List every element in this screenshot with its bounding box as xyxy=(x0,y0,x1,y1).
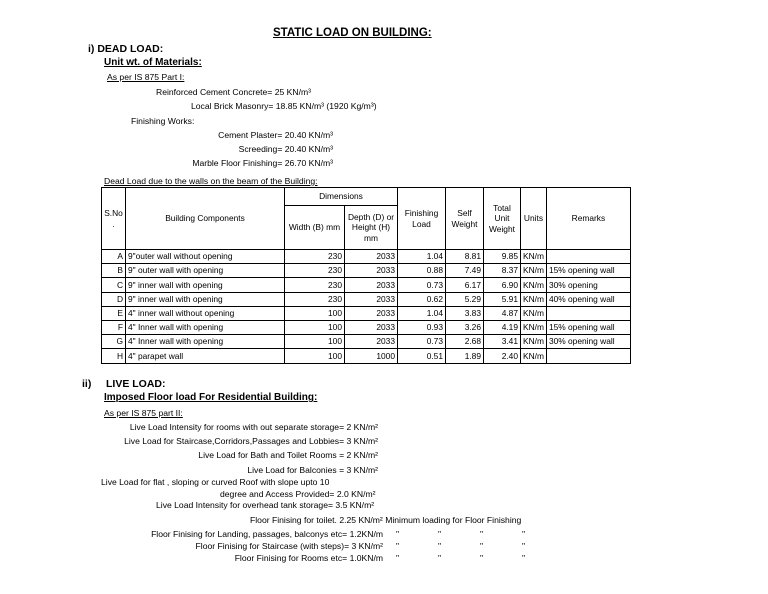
roof-load-line2: degree and Access Provided= 2.0 KN/m² xyxy=(220,489,376,499)
row-component: 4" Inner wall with opening xyxy=(126,320,285,334)
row-component: 9" outer wall with opening xyxy=(126,264,285,278)
row-self-weight: 8.81 xyxy=(446,250,484,264)
row-remarks: 30% opening xyxy=(546,278,630,292)
ditto-marks: " " " " xyxy=(396,541,526,551)
row-units: KN/m xyxy=(521,278,547,292)
row-width: 230 xyxy=(285,292,345,306)
floor-finish-landing: Floor Finising for Landing, passages, balconys etc= 1.2KN/m xyxy=(151,529,383,539)
row-units: KN/m xyxy=(521,306,547,320)
floor-finish-toilet: Floor Finising for toilet. 2.25 KN/m² Minimum loading for Floor Finishing xyxy=(250,515,522,525)
row-finishing: 0.51 xyxy=(398,349,446,363)
ditto-marks: " " " " xyxy=(396,529,526,539)
table-row xyxy=(102,349,631,363)
is875-part2-note: As per IS 875 part II: xyxy=(104,408,183,418)
table-row xyxy=(102,278,631,292)
header-sno: S.No . xyxy=(102,188,126,250)
row-finishing: 0.88 xyxy=(398,264,446,278)
row-sno: H xyxy=(102,349,126,363)
row-width: 100 xyxy=(285,320,345,334)
row-units: KN/m xyxy=(521,250,547,264)
row-depth: 2033 xyxy=(345,320,398,334)
row-width: 100 xyxy=(285,335,345,349)
row-depth: 2033 xyxy=(345,250,398,264)
finishing-screeding xyxy=(150,144,333,154)
row-total: 2.40 xyxy=(484,349,521,363)
row-total: 6.90 xyxy=(484,278,521,292)
row-sno: E xyxy=(102,306,126,320)
finishing-value: 20.40 KN/m³ xyxy=(284,144,333,154)
finishing-label: Cement Plaster= xyxy=(218,130,283,140)
floor-finish-staircase: Floor Finising for Staircase (with steps)= 3 KN/m² xyxy=(195,541,383,551)
row-remarks xyxy=(546,306,630,320)
dead-load-heading: i) DEAD LOAD: xyxy=(88,43,164,55)
row-width: 230 xyxy=(285,278,345,292)
material-brick xyxy=(191,101,377,111)
table-row xyxy=(102,306,631,320)
row-width: 230 xyxy=(285,264,345,278)
header-dimensions: Dimensions xyxy=(285,188,398,206)
live-load-item: Live Load for Balconies = 3 KN/m² xyxy=(247,464,378,475)
ditto-marks: " " " " xyxy=(396,553,526,563)
header-depth: Depth (D) or Height (H) mm xyxy=(345,206,398,250)
row-sno: G xyxy=(102,335,126,349)
row-units: KN/m xyxy=(521,292,547,306)
row-component: 4" inner wall without opening xyxy=(126,306,285,320)
header-remarks: Remarks xyxy=(546,188,630,250)
row-sno: B xyxy=(102,264,126,278)
row-remarks xyxy=(546,349,630,363)
row-self-weight: 1.89 xyxy=(446,349,484,363)
dead-load-table xyxy=(101,187,631,364)
row-depth: 1000 xyxy=(345,349,398,363)
tank-load-value: 3.5 KN/m² xyxy=(335,500,375,510)
live-load-item: Live Load Intensity for rooms with out separate storage= 2 KN/m² xyxy=(129,422,378,432)
row-sno: C xyxy=(102,278,126,292)
row-finishing: 1.04 xyxy=(398,250,446,264)
finishing-value: 26.70 KN/m³ xyxy=(284,158,333,168)
unit-weight-heading: Unit wt. of Materials: xyxy=(104,57,202,68)
row-finishing: 1.04 xyxy=(398,306,446,320)
row-depth: 2033 xyxy=(345,264,398,278)
page-title: STATIC LOAD ON BUILDING: xyxy=(273,27,432,39)
row-total: 4.87 xyxy=(484,306,521,320)
table-row xyxy=(102,292,631,306)
table-row xyxy=(102,264,631,278)
header-finishing: Finishing Load xyxy=(398,188,446,250)
row-component: 9" inner wall with opening xyxy=(126,278,285,292)
row-self-weight: 7.49 xyxy=(446,264,484,278)
row-depth: 2033 xyxy=(345,278,398,292)
row-component: 9"outer wall without opening xyxy=(126,250,285,264)
finishing-cement-plaster xyxy=(150,130,333,140)
row-total: 8.37 xyxy=(484,264,521,278)
header-component: Building Components xyxy=(126,188,285,250)
row-units: KN/m xyxy=(521,335,547,349)
tank-load-line: Live Load Intensity for overhead tank storage= 3.5 KN/m² xyxy=(156,500,375,510)
material-label: Reinforced Cement Concrete= xyxy=(156,87,273,97)
row-sno: F xyxy=(102,320,126,334)
floor-finish-rooms: Floor Finising for Rooms etc= 1.0KN/m xyxy=(234,553,383,563)
material-label: Local Brick Masonry= xyxy=(191,101,274,111)
row-total: 4.19 xyxy=(484,320,521,334)
row-self-weight: 3.83 xyxy=(446,306,484,320)
is875-part1-note: As per IS 875 Part I: xyxy=(107,72,185,82)
header-total: Total Unit Weight xyxy=(484,188,521,250)
row-total: 5.91 xyxy=(484,292,521,306)
row-finishing: 0.73 xyxy=(398,278,446,292)
row-total: 9.85 xyxy=(484,250,521,264)
row-width: 230 xyxy=(285,250,345,264)
row-self-weight: 2.68 xyxy=(446,335,484,349)
row-total: 3.41 xyxy=(484,335,521,349)
row-finishing: 0.73 xyxy=(398,335,446,349)
roof-load-line1: Live Load for flat , sloping or curved Roof with slope upto 10 xyxy=(101,477,330,487)
live-load-heading: LIVE LOAD: xyxy=(106,378,166,390)
row-remarks: 15% opening wall xyxy=(546,320,630,334)
row-remarks: 40% opening wall xyxy=(546,292,630,306)
table-row xyxy=(102,250,631,264)
row-finishing: 0.93 xyxy=(398,320,446,334)
table-row xyxy=(102,320,631,334)
row-component: 4" parapet wall xyxy=(126,349,285,363)
live-load-numeral: ii) xyxy=(82,378,92,390)
header-units: Units xyxy=(521,188,547,250)
row-depth: 2033 xyxy=(345,335,398,349)
row-remarks xyxy=(546,250,630,264)
walls-caption: Dead Load due to the walls on the beam of the Building: xyxy=(104,176,318,186)
table-header-row xyxy=(102,188,631,206)
row-self-weight: 5.29 xyxy=(446,292,484,306)
row-units: KN/m xyxy=(521,320,547,334)
finishing-works-label: Finishing Works: xyxy=(131,116,195,126)
finishing-marble xyxy=(150,158,333,168)
material-rcc xyxy=(156,87,311,97)
row-component: 9" inner wall with opening xyxy=(126,292,285,306)
row-depth: 2033 xyxy=(345,306,398,320)
row-width: 100 xyxy=(285,306,345,320)
row-component: 4" Inner wall with opening xyxy=(126,335,285,349)
roof-load-value: 2.0 KN/m² xyxy=(336,489,376,499)
finishing-label: Marble Floor Finishing= xyxy=(192,158,283,168)
row-units: KN/m xyxy=(521,349,547,363)
row-remarks: 30% opening wall xyxy=(546,335,630,349)
header-width: Width (B) mm xyxy=(285,206,345,250)
finishing-value: 20.40 KN/m³ xyxy=(284,130,333,140)
row-finishing: 0.62 xyxy=(398,292,446,306)
table-body xyxy=(102,250,631,364)
material-value: 18.85 KN/m³ (1920 Kg/m³) xyxy=(275,101,377,111)
live-load-item: Live Load for Staircase,Corridors,Passages and Lobbies= 3 KN/m² xyxy=(124,436,378,447)
live-load-list xyxy=(90,420,378,477)
row-self-weight: 6.17 xyxy=(446,278,484,292)
table-row xyxy=(102,335,631,349)
row-sno: D xyxy=(102,292,126,306)
min-loading-note: Minimum loading for Floor Finishing xyxy=(385,515,522,525)
row-width: 100 xyxy=(285,349,345,363)
header-self-weight: Self Weight xyxy=(446,188,484,250)
live-load-item: Live Load for Bath and Toilet Rooms = 2 KN/m² xyxy=(198,450,378,461)
finishing-label: Screeding= xyxy=(238,144,283,154)
row-sno: A xyxy=(102,250,126,264)
row-depth: 2033 xyxy=(345,292,398,306)
material-value: 25 KN/m³ xyxy=(274,87,312,97)
imposed-floor-load-heading: Imposed Floor load For Residential Building: xyxy=(104,392,318,403)
row-units: KN/m xyxy=(521,264,547,278)
row-remarks: 15% opening wall xyxy=(546,264,630,278)
row-self-weight: 3.26 xyxy=(446,320,484,334)
